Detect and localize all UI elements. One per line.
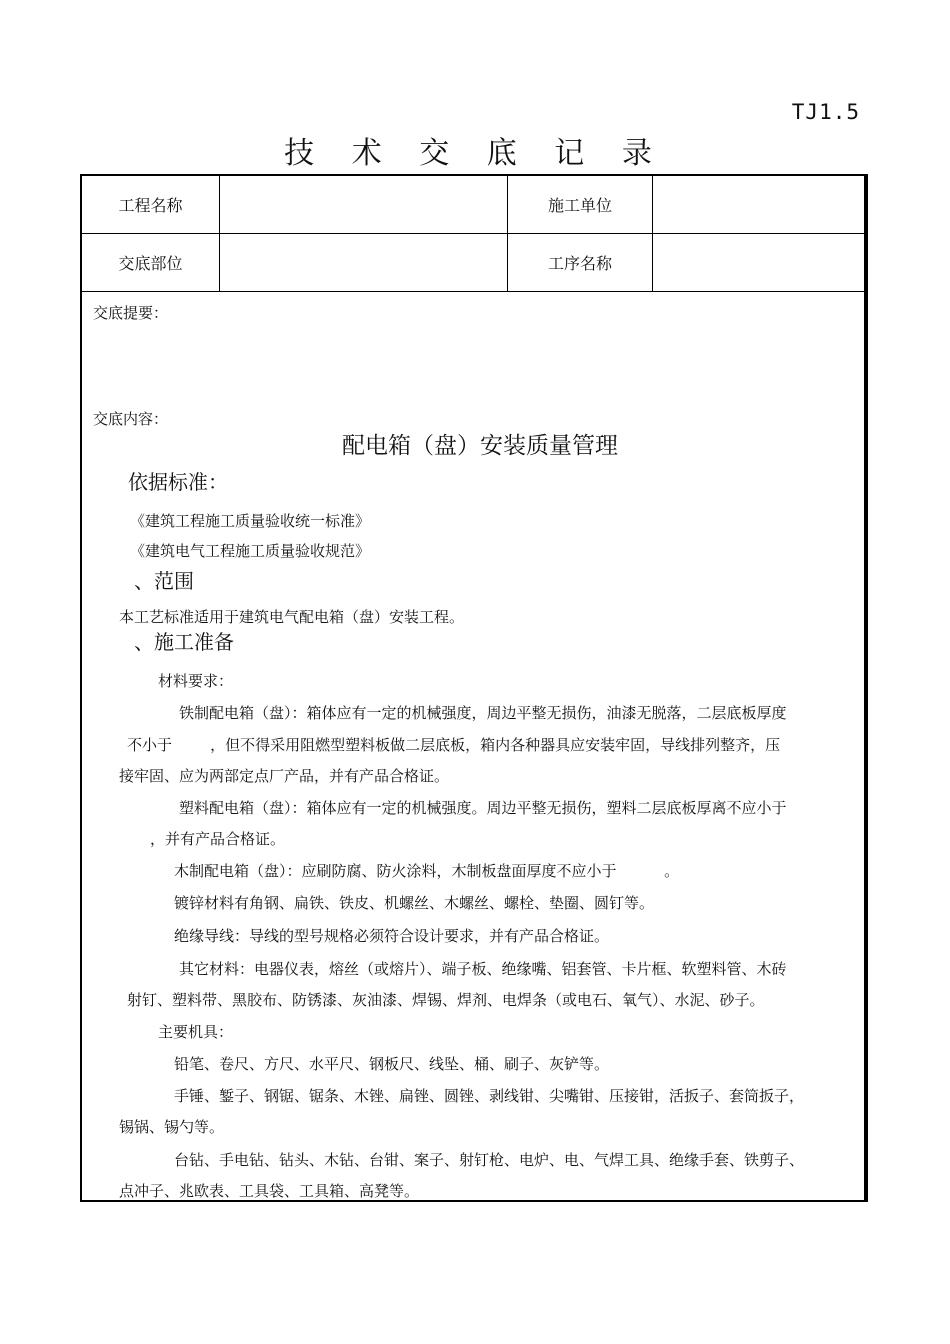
- page-title: 技 术 交 底 记 录: [284, 136, 666, 171]
- iron-box-line-2: 不小于 ，但不得采用阻燃型塑料板做二层底板，箱内各种器具应安装牢固，导线排列整齐，压: [127, 736, 781, 754]
- disclosure-form: [80, 174, 868, 1202]
- project-name-field[interactable]: [220, 176, 508, 233]
- tools-label: 主要机具：: [158, 1023, 234, 1041]
- tools-line-3b: 点冲子、兆欧表、工具袋、工具箱、高凳等。: [119, 1182, 420, 1200]
- basis-standard-2: 《建筑电气工程施工质量验收规范》: [130, 542, 371, 560]
- content-label: 交底内容：: [93, 410, 169, 428]
- content-main-title: 配电箱（盘）安装质量管理: [342, 433, 618, 459]
- scope-text: 本工艺标准适用于建筑电气配电箱（盘）安装工程。: [119, 608, 465, 626]
- preparation-heading: 、施工准备: [134, 630, 234, 654]
- disclosure-body: [82, 292, 864, 1200]
- basis-heading: 依据标准：: [128, 470, 228, 494]
- process-name-label: 工序名称: [508, 234, 653, 291]
- process-name-field[interactable]: [653, 234, 864, 291]
- scope-heading: 、范围: [134, 569, 194, 593]
- iron-box-line-1: 铁制配电箱（盘）：箱体应有一定的机械强度，周边平整无损伤，油漆无脱落，二层底板厚度: [179, 704, 787, 722]
- materials-label: 材料要求：: [158, 672, 234, 690]
- header-row-1: [82, 176, 864, 234]
- document-code: TJ1.5: [791, 100, 860, 124]
- basis-standard-1: 《建筑工程施工质量验收统一标准》: [130, 512, 371, 530]
- galvanized-materials-text: 镀锌材料有角钢、扁铁、铁皮、机螺丝、木螺丝、螺栓、垫圈、圆钉等。: [174, 894, 655, 912]
- tools-line-3a: 台钻、手电钻、钻头、木钻、台钳、案子、射钉枪、电炉、电、气焊工具、绝缘手套、铁剪子、: [174, 1151, 805, 1169]
- insulated-wire-text: 绝缘导线：导线的型号规格必须符合设计要求，并有产品合格证。: [174, 927, 610, 945]
- tools-line-1: 铅笔、卷尺、方尺、水平尺、钢板尺、线坠、桶、刷子、灰铲等。: [174, 1055, 610, 1073]
- other-materials-line-1: 其它材料：电器仪表，熔丝（或熔片）、端子板、绝缘嘴、铝套管、卡片框、软塑料管、木砖: [179, 960, 787, 978]
- plastic-box-line-2: ，并有产品合格证。: [150, 830, 286, 848]
- tools-line-2b: 锡锅、锡勺等。: [119, 1118, 225, 1136]
- plastic-box-line-1: 塑料配电箱（盘）：箱体应有一定的机械强度。周边平整无损伤，塑料二层底板厚离不应小于: [179, 799, 787, 817]
- part-label: 交底部位: [82, 234, 220, 291]
- construction-unit-field[interactable]: [653, 176, 864, 233]
- part-field[interactable]: [220, 234, 508, 291]
- other-materials-line-2: 射钉、塑料带、黑胶布、防锈漆、灰油漆、焊锡、焊剂、电焊条（或电石、氧气）、水泥、砂子。: [127, 991, 765, 1009]
- construction-unit-label: 施工单位: [508, 176, 653, 233]
- project-name-label: 工程名称: [82, 176, 220, 233]
- tools-line-2a: 手锤、錾子、钢锯、锯条、木锉、扁锉、圆锉、剥线钳、尖嘴钳、压接钳，活扳子、套筒扳子，: [174, 1087, 805, 1105]
- summary-label: 交底提要：: [93, 304, 169, 322]
- iron-box-line-3: 接牢固、应为两部定点厂产品，并有产品合格证。: [119, 767, 450, 785]
- wood-box-text: 木制配电箱（盘）：应刷防腐、防火涂料，木制板盘面厚度不应小于 。: [174, 862, 680, 880]
- header-row-2: [82, 234, 864, 292]
